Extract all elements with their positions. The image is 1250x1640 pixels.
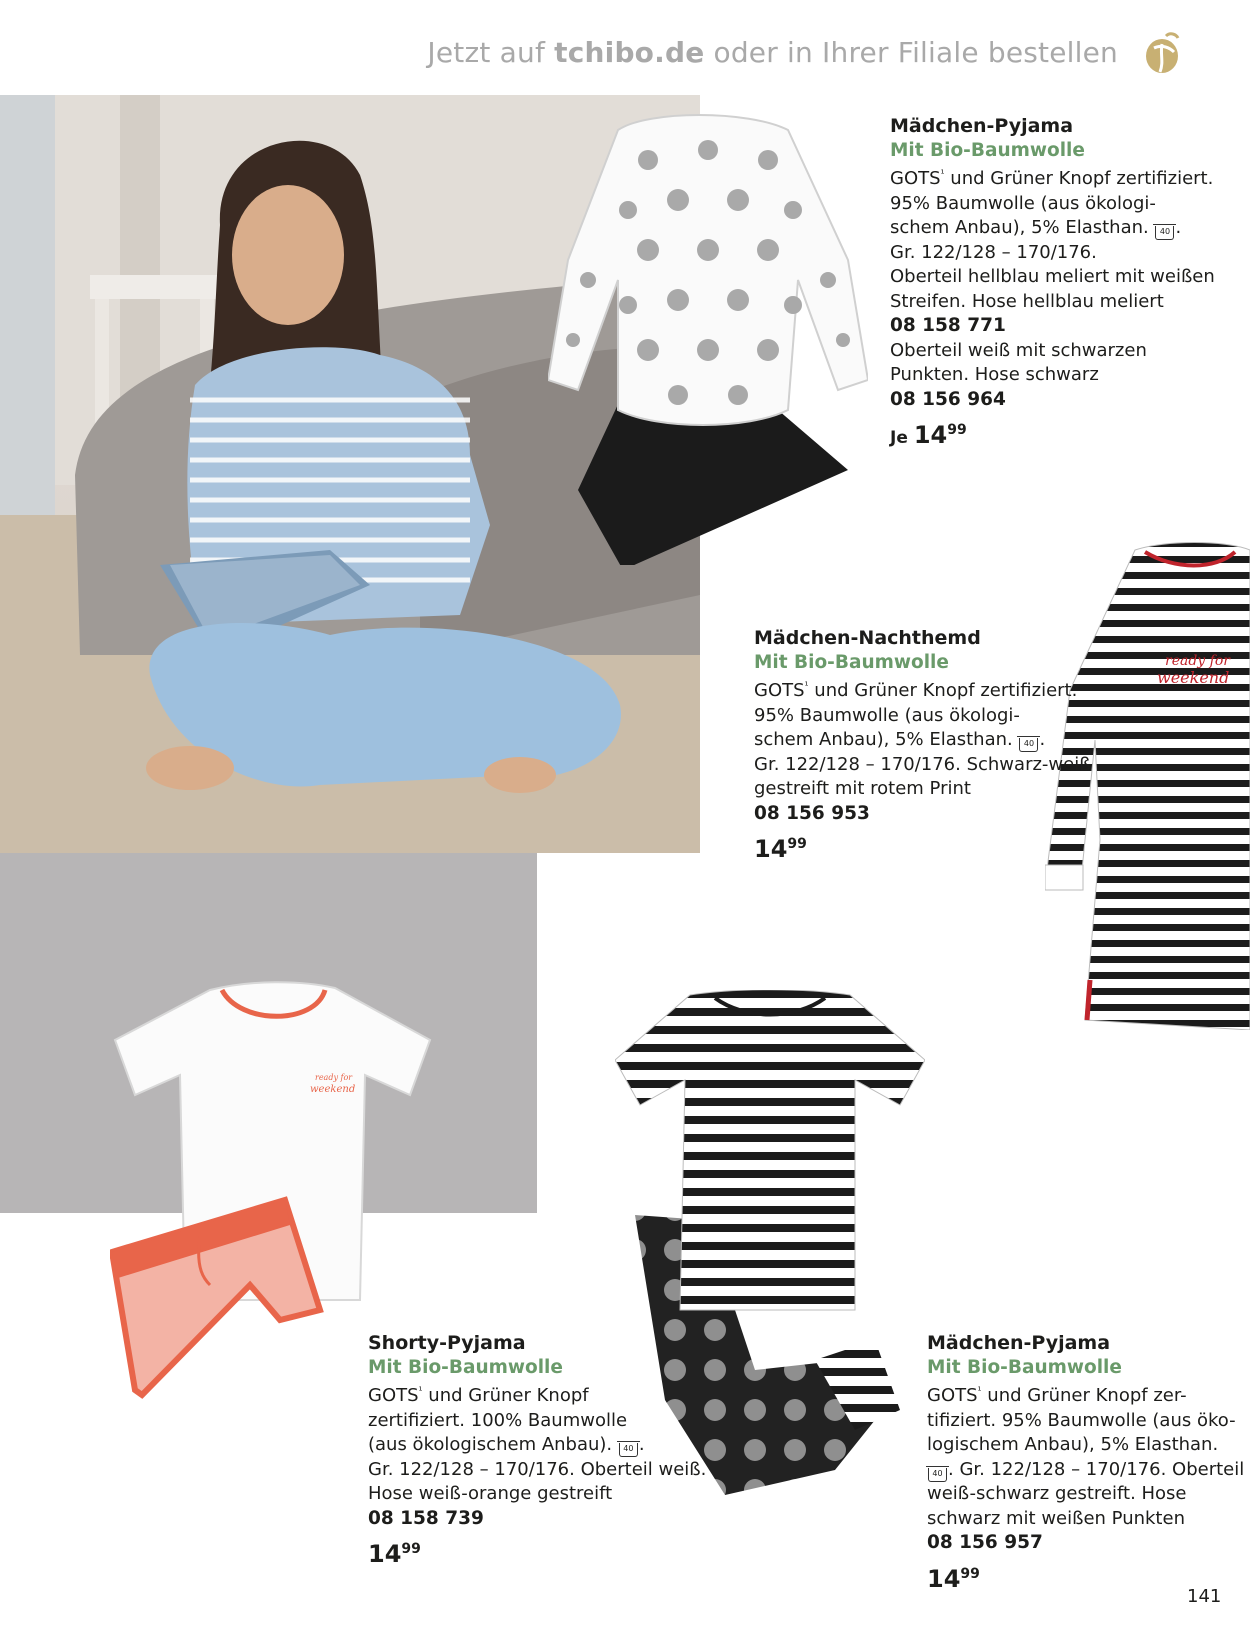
- header-text-part1: Jetzt auf: [427, 36, 555, 69]
- product-price: [368, 1537, 706, 1567]
- footnote-marker: ¹: [804, 681, 809, 692]
- product-maedchen-nachthemd: [754, 626, 1091, 862]
- product-desc-line: GOTS$^{^1}$ und Grüner Knopf zertifiziert.: [890, 168, 1214, 189]
- article-number: 08 158 771: [890, 315, 1006, 336]
- product-subtitle: Mit Bio-Baumwolle: [754, 651, 949, 673]
- footnote-marker: ¹: [940, 169, 945, 180]
- product-subtitle: Mit Bio-Baumwolle: [890, 139, 1085, 161]
- product-desc-line: Punkten. Hose schwarz: [890, 364, 1099, 385]
- article-number: 08 156 964: [890, 388, 1006, 410]
- header-order-text: [427, 36, 1118, 69]
- product-title: Mädchen-Pyjama: [927, 1332, 1111, 1354]
- price-euros: 14: [368, 1540, 402, 1568]
- article-number: 08 156 957: [927, 1532, 1043, 1553]
- product-desc-line: (aus ökologischem Anbau). 40 .: [368, 1434, 645, 1455]
- product-maedchen-pyjama-1: [890, 114, 1215, 451]
- footnote-marker: ¹: [977, 1386, 982, 1397]
- product-desc-line: GOTS$^{^1}$ und Grüner Knopf zertifiziert.: [754, 680, 1078, 701]
- article-number: 08 156 953: [754, 802, 870, 824]
- product-desc-line: Streifen. Hose hellblau meliert: [890, 290, 1164, 312]
- wash-40-icon: 40: [1155, 226, 1174, 240]
- price-euros: 14: [913, 421, 948, 449]
- polka-dot-pyjama-image: [548, 110, 868, 565]
- product-title: Mädchen-Nachthemd: [754, 627, 981, 649]
- wash-40-icon: 40: [928, 1468, 947, 1482]
- price-euros: 14: [754, 835, 788, 863]
- product-desc-line: Hose weiß-orange gestreift: [368, 1483, 613, 1504]
- product-price: [754, 832, 1091, 862]
- svg-text:weekend: weekend: [1157, 668, 1230, 687]
- product-desc-line: logischem Anbau), 5% Elasthan.: [927, 1434, 1219, 1455]
- svg-text:weekend: weekend: [310, 1084, 356, 1095]
- svg-text:ready for: ready for: [1165, 653, 1230, 669]
- wash-40-icon: 40: [619, 1443, 638, 1457]
- product-desc-line: GOTS$^{^1}$ und Grüner Knopf zer-: [927, 1385, 1187, 1406]
- page-number: 141: [1187, 1586, 1222, 1607]
- product-desc-line: Gr. 122/128 – 170/176.: [890, 241, 1097, 263]
- product-desc-line: tifiziert. 95% Baumwolle (aus öko-: [927, 1409, 1236, 1431]
- price-cents: 99: [401, 1541, 421, 1557]
- product-desc-line: weiß-schwarz gestreift. Hose: [927, 1483, 1187, 1504]
- header-brand-link[interactable]: tchibo.de: [554, 36, 705, 69]
- price-cents: 99: [787, 836, 807, 852]
- product-desc-line: Gr. 122/128 – 170/176. Schwarz-weiß: [754, 753, 1091, 775]
- product-desc-line: gestreift mit rotem Print: [754, 778, 971, 799]
- product-title: Mädchen-Pyjama: [890, 115, 1074, 137]
- tchibo-bean-logo-icon: [1140, 30, 1184, 76]
- product-desc-line: GOTS$^{^1}$ und Grüner Knopf: [368, 1385, 589, 1406]
- wash-40-icon: 40: [1019, 738, 1038, 752]
- product-subtitle: Mit Bio-Baumwolle: [927, 1356, 1122, 1378]
- price-cents: 99: [960, 1565, 980, 1582]
- product-desc-line: 95% Baumwolle (aus ökologi-: [890, 192, 1156, 214]
- product-desc-line: schem Anbau), 5% Elasthan. 40 .: [890, 217, 1182, 238]
- product-desc-line: Gr. 122/128 – 170/176. Oberteil weiß.: [368, 1458, 707, 1480]
- product-title: Shorty-Pyjama: [368, 1332, 526, 1354]
- product-desc-line: Oberteil weiß mit schwarzen: [890, 339, 1147, 361]
- product-desc-line: schwarz mit weißen Punkten: [927, 1507, 1185, 1529]
- product-desc-line: 40 . Gr. 122/128 – 170/176. Oberteil: [927, 1458, 1244, 1483]
- svg-text:ready for: ready for: [315, 1073, 353, 1082]
- product-maedchen-pyjama-2: [927, 1331, 1244, 1591]
- product-desc-line: schem Anbau), 5% Elasthan. 40 .: [754, 729, 1046, 750]
- product-desc-line: 95% Baumwolle (aus ökologi-: [754, 704, 1020, 726]
- product-desc-line: Oberteil hellblau meliert mit weißen: [890, 266, 1215, 287]
- product-subtitle: Mit Bio-Baumwolle: [368, 1356, 563, 1378]
- price-prefix: Je: [890, 428, 908, 448]
- page-header: [0, 30, 1250, 80]
- article-number: 08 158 739: [368, 1507, 484, 1529]
- product-price: [890, 418, 1215, 451]
- price-euros: 14: [927, 1564, 961, 1593]
- product-shorty-pyjama: [368, 1331, 706, 1567]
- price-cents: 99: [947, 422, 967, 438]
- header-text-part2: oder in Ihrer Filiale bestellen: [704, 36, 1118, 69]
- footnote-marker: ¹: [418, 1386, 423, 1397]
- product-desc-line: zertifiziert. 100% Baumwolle: [368, 1409, 628, 1431]
